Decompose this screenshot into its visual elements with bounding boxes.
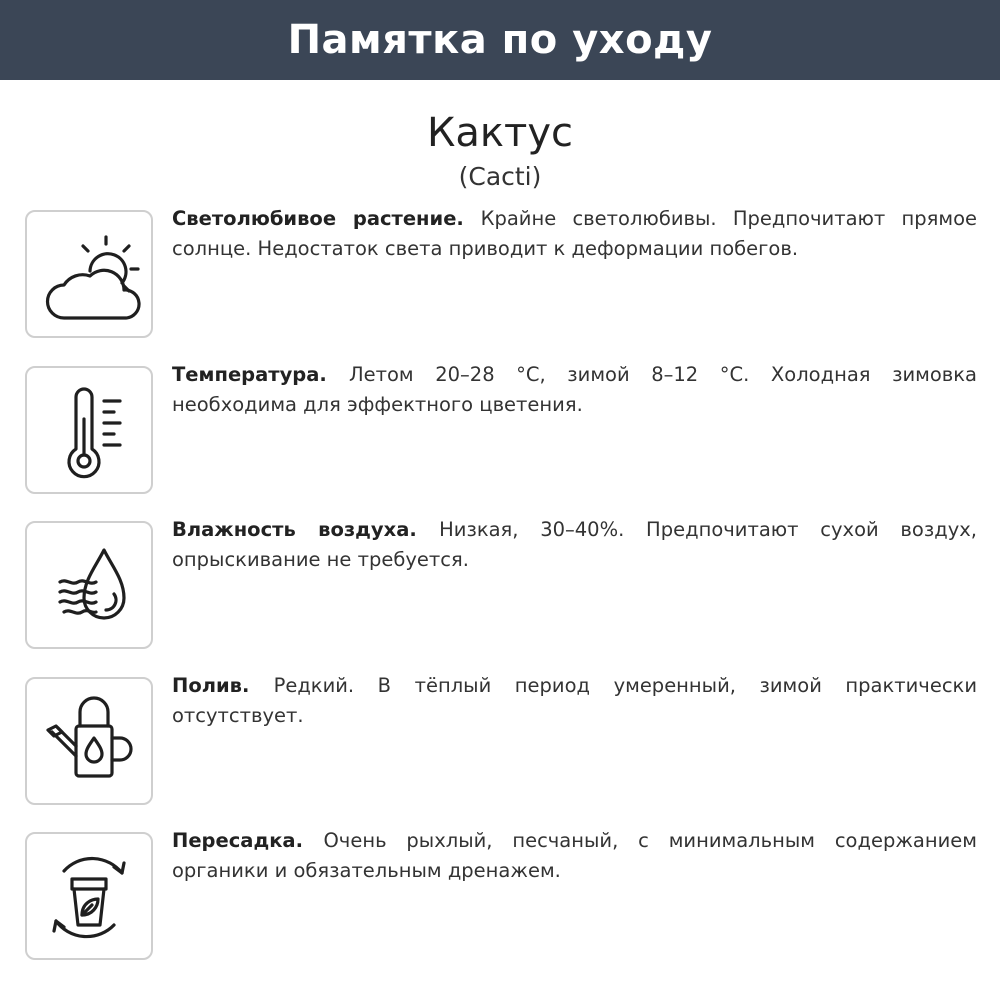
icon-box [25,210,153,338]
humidity-drop-icon [34,530,144,640]
watering-can-icon [34,686,144,796]
icon-box [25,677,153,805]
icon-box [25,366,153,494]
care-item-title: Влажность воздуха. [172,518,440,541]
care-item-text [172,204,977,264]
thermometer-icon [34,375,144,485]
icon-box [25,521,153,649]
care-item-watering [25,674,977,805]
care-item-repotting [25,829,977,960]
care-item-temperature [25,363,977,494]
care-item-description: Очень рыхлый, песчаный, с минимальным содержанием органики и обязательным дренажем. [172,829,977,882]
care-item-title: Полив. [172,674,274,697]
care-item-title: Светолюбивое растение. [172,207,481,230]
care-item-description: Летом 20–28 °C, зимой 8–12 °C. Холодная зимовка необходима для эффектного цветения. [172,363,977,416]
care-item-text [172,515,977,575]
care-item-title: Пересадка. [172,829,324,852]
header-bar [0,0,1000,80]
plant-name: Кактус [426,110,574,156]
care-item-light [25,207,978,338]
care-item-description: Крайне светолюбивы. Предпочитают прямое солнце. Недостаток света приводит к деформации побегов. [172,207,978,260]
care-item-text [172,826,977,886]
plant-latin-name: (Cacti) [458,162,542,191]
care-item-description: Низкая, 30–40%. Предпочитают сухой воздух, опрыскивание не требуется. [172,518,977,571]
care-item-text [172,671,977,731]
icon-box [25,832,153,960]
care-item-title: Температура. [172,363,349,386]
page-title: Памятка по уходу [287,17,713,63]
care-item-text [172,360,977,420]
repotting-pot-icon [34,841,144,951]
care-item-humidity [25,518,977,649]
care-item-description: Редкий. В тёплый период умеренный, зимой практически отсутствует. [172,674,977,727]
sun-cloud-icon [34,219,144,329]
